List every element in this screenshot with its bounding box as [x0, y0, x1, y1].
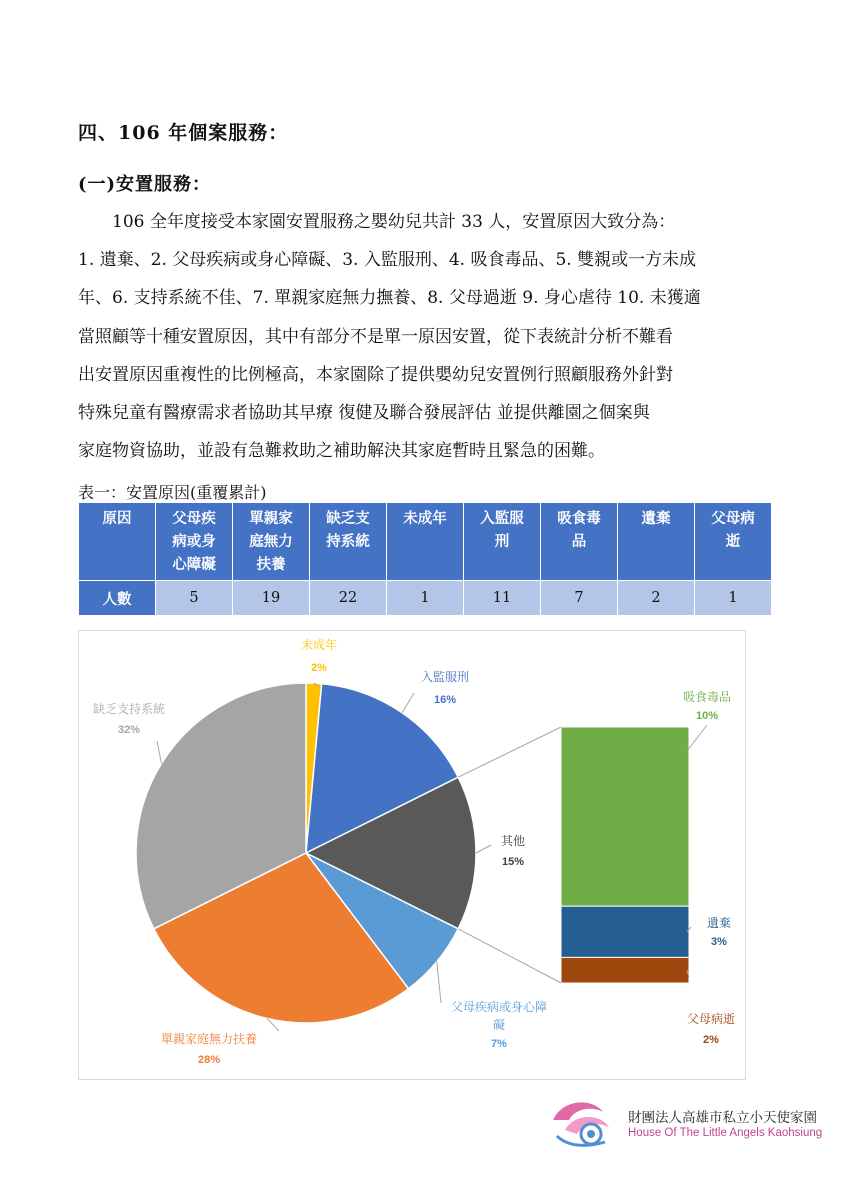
table-value-cell: 1 [387, 581, 464, 616]
leader-line [157, 741, 161, 764]
table-header-cell [695, 503, 772, 581]
slice-pct-label: 15% [501, 856, 525, 868]
bar-segment-pct-label: 10% [695, 710, 719, 722]
header-cell-line: 缺乏支 [326, 510, 370, 527]
bar-segment [561, 957, 689, 983]
header-cell-line: 父母病 [711, 510, 755, 527]
connector-line [458, 929, 561, 983]
slice-label: 其他 [500, 834, 526, 848]
table-value-cell: 5 [156, 581, 233, 616]
table-header-cell [79, 503, 156, 581]
header-cell-line: 心障礙 [172, 556, 216, 573]
slice-label: 入監服刑 [420, 670, 470, 684]
header-cell-line: 扶養 [256, 556, 286, 573]
body-paragraph [78, 203, 772, 470]
subsection-heading: (一)安置服務： [78, 174, 212, 195]
table-value-row [79, 581, 772, 616]
header-cell-line: 父母疾 [172, 510, 216, 527]
paragraph-line: 特殊兒童有醫療需求者協助其早療 復健及聯合發展評估 並提供離園之個案與 [78, 403, 650, 424]
table-value-cell: 19 [233, 581, 310, 616]
bar-segment-pct-label: 2% [703, 1034, 719, 1046]
table-value-cell: 7 [541, 581, 618, 616]
paragraph-line: 1. 遺棄、2. 父母疾病或身心障礙、3. 入監服刑、4. 吸食毒品、5. 雙親或一方未成 [78, 250, 697, 271]
table-value-cell: 22 [310, 581, 387, 616]
slice-pct-label: 16% [433, 694, 457, 706]
organization-name-en: House Of The Little Angels Kaohsiung [628, 1127, 823, 1139]
paragraph-line: 當照顧等十種安置原因，其中有部分不是單一原因安置，從下表統計分析不難看 [78, 326, 673, 347]
bar-segment-pct-label: 3% [711, 936, 727, 948]
table-header-cell [310, 503, 387, 581]
leader-line [402, 693, 414, 713]
bar-segment-label: 父母病逝 [686, 1012, 736, 1026]
organization-name-cn: 財團法人高雄市私立小天使家園 [628, 1110, 817, 1126]
table-header-cell [618, 503, 695, 581]
slice-pct-label: 7% [491, 1038, 507, 1050]
leader-line [437, 962, 441, 1003]
table-header-cell [464, 503, 541, 581]
header-cell-line: 品 [571, 533, 587, 550]
row-label-cell: 人數 [79, 581, 156, 616]
paragraph-line: 出安置原因重複性的比例極高，本家園除了提供嬰幼兒安置例行照顧服務外針對 [78, 364, 673, 385]
header-cell-line: 原因 [102, 510, 132, 527]
table-value-cell: 11 [464, 581, 541, 616]
header-cell-line: 未成年 [403, 510, 447, 527]
slice-label: 單親家庭無力扶養 [160, 1032, 258, 1046]
connector-line [458, 727, 561, 777]
table-header-cell [541, 503, 618, 581]
paragraph-line: 106 全年度接受本家園安置服務之嬰幼兒共計 33 人，安置原因大致分為： [78, 212, 676, 232]
header-cell-line: 持系統 [326, 533, 370, 550]
table-value-cell: 1 [695, 581, 772, 616]
slice-pct-label: 28% [197, 1054, 221, 1066]
slice-label: 缺乏支持系統 [92, 702, 166, 716]
table-header-cell [156, 503, 233, 581]
table-header-row [79, 503, 772, 581]
header-cell-line: 吸食毒 [557, 510, 601, 527]
slice-label: 未成年 [300, 638, 338, 652]
bar-segment-label: 吸食毒品 [682, 690, 732, 704]
bar-segment [561, 727, 689, 906]
pie-of-bar-chart [79, 631, 745, 1079]
bar-segment [561, 906, 689, 957]
header-cell-line: 單親家 [249, 510, 293, 527]
section-heading: 四、106 年個案服務： [78, 122, 289, 144]
leader-line [687, 725, 707, 751]
placement-reasons-table [78, 502, 772, 616]
paragraph-line: 家庭物資協助，並設有急難救助之補助解決其家庭暫時且緊急的困難。 [78, 441, 605, 462]
pie-chart-container [78, 630, 746, 1080]
slice-pct-label: 32% [117, 724, 141, 736]
header-cell-line: 庭無力 [249, 533, 293, 550]
header-cell-line: 刑 [494, 533, 510, 550]
table-caption: 表一：安置原因(重覆累計) [78, 483, 267, 502]
header-cell-line: 病或身 [172, 533, 216, 550]
table-header-cell [233, 503, 310, 581]
slice-label: 礙 [492, 1018, 506, 1032]
slice-label: 父母疾病或身心障 [450, 1000, 548, 1014]
header-cell-line: 遺棄 [641, 510, 671, 527]
header-cell-line: 逝 [725, 533, 741, 550]
table-value-cell: 2 [618, 581, 695, 616]
paragraph-line: 年、6. 支持系統不佳、7. 單親家庭無力撫養、8. 父母過逝 9. 身心虐待 10. 未獲適 [78, 288, 701, 309]
bar-segment-label: 遺棄 [706, 916, 732, 930]
leader-line [476, 845, 491, 853]
slice-pct-label: 2% [311, 662, 327, 674]
header-cell-line: 入監服 [480, 510, 524, 527]
angel-logo-icon [553, 1102, 609, 1145]
table-header-cell [387, 503, 464, 581]
